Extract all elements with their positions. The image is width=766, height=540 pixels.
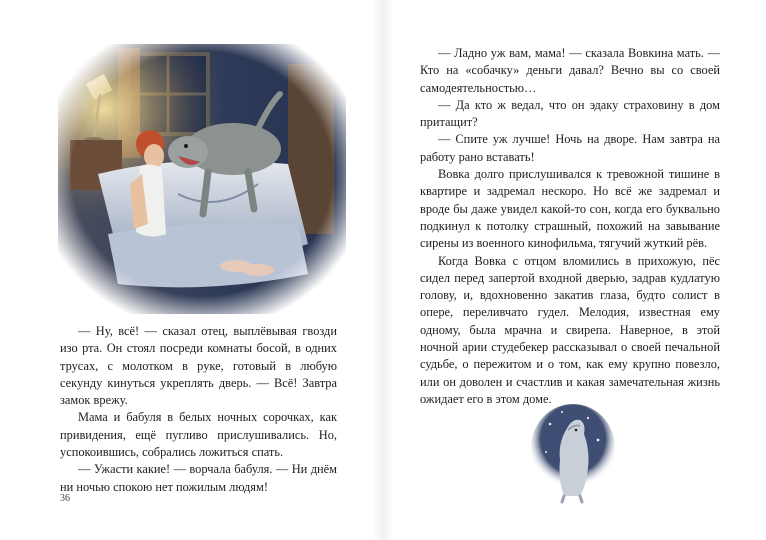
- paragraph: Мама и бабуля в белых ночных сорочках, как привидения, ещё пугливо прислушивались. Но, успокоившись, собрались ложиться спать.: [60, 410, 337, 460]
- paragraph: — Ужасти какие! — ворчала бабуля. — Ни днём ни ночью спокою нет пожилым людям!: [60, 462, 337, 494]
- howling-dog-illustration: [528, 400, 618, 505]
- left-page-text: [60, 323, 337, 496]
- paragraph: — Ну, всё! — сказал отец, выплёвывая гвозди изо рта. Он стоял посреди комнаты босой, в одних трусах, с молотком в руке, готовый в любую секунду кинуться укреплять дверь. — Всё! Завтра замок врежу.: [60, 324, 337, 408]
- paragraph: — Да кто ж ведал, что он эдаку страховину в дом притащит?: [420, 97, 720, 130]
- paragraph: — Спите уж лучше! Ночь на дворе. Нам завтра на работу рано вставать!: [420, 132, 720, 164]
- page-number: 36: [60, 493, 70, 504]
- right-page: [383, 0, 766, 540]
- paragraph: Вовка долго прислушивался к тревожной тишине в квартире и задремал нескоро. Но всё же задремал и вроде бы даже увидел какой-то сон, когда его буквально подкинул к потолку страшный, похожий на завывание сирены из военного кинофильма, тягучий жуткий рёв.: [420, 167, 720, 251]
- paragraph: — Ладно уж вам, мама! — сказала Вовкина мать. — Кто на «собачку» деньги давал? Вечно вы со своей самодеятельностью…: [420, 46, 720, 95]
- paragraph: Когда Вовка с отцом вломились в прихожую, пёс сидел перед запертой входной дверью, задрав кудлатую голову, и, вдохновенно закатив глаза, будто солист в опере, переливчато гудел. Мелодия, известная ему одному, была мрачна и свирепа. Наверное, в этой ночной арии студебекер рассказывал о своей печальной судьбе, о пережитом и о том, как ему крупно повезло, или он доволен и счастлив и какая замечательная жизнь ожидает его в этом доме.: [420, 253, 720, 406]
- bedroom-illustration: [58, 44, 346, 314]
- right-page-text: [420, 45, 720, 408]
